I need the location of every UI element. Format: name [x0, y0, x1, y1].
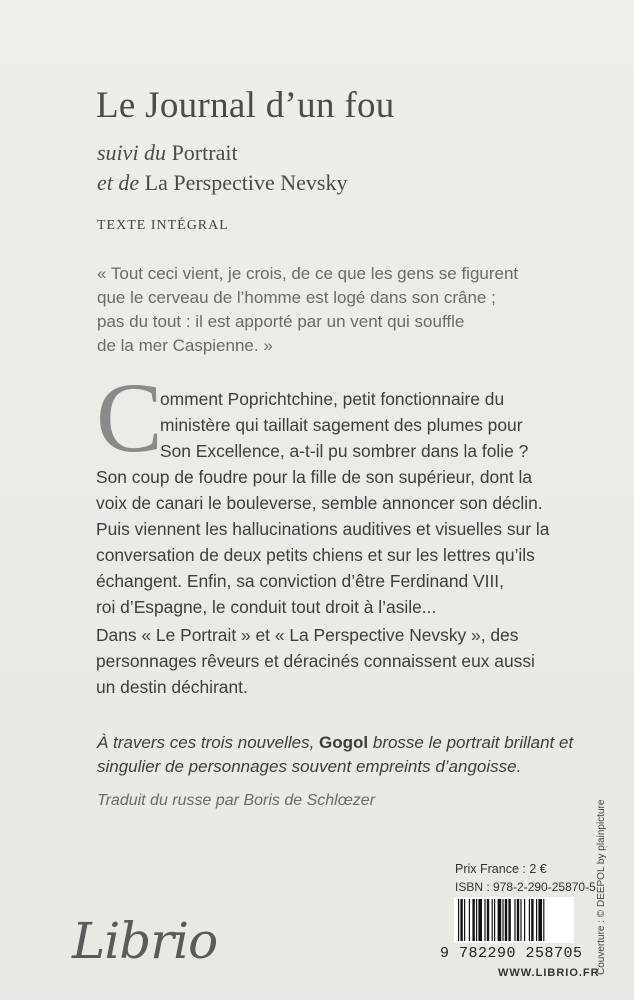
summary-before: À travers ces trois nouvelles, [97, 733, 320, 752]
book-title: Le Journal d’un fou [96, 85, 395, 126]
synopsis-line: roi d’Espagne, le conduit tout droit à l’asile... [96, 597, 437, 617]
drop-cap: C [96, 362, 163, 473]
synopsis-line: Puis viennent les hallucinations auditives et visuelles sur la [96, 519, 550, 539]
paragraph2-line: Dans « Le Portrait » et « La Perspective Nevsky », des [96, 625, 519, 645]
quote-line: que le cerveau de l’homme est logé dans son crâne ; [97, 288, 496, 307]
second-paragraph [96, 622, 576, 700]
paragraph2-line: un destin déchirant. [96, 677, 248, 697]
synopsis-line: conversation de deux petits chiens et sur les lettres qu’ils [96, 545, 535, 565]
translator-credit: Traduit du russe par Boris de Schlœzer [97, 792, 376, 809]
summary-line-1 [97, 731, 577, 755]
isbn-label: ISBN : 978-2-290-25870-5 [455, 880, 596, 894]
subtitle-2-prefix: et de [97, 170, 140, 195]
subtitle-line-2 [97, 170, 347, 196]
quote-line: « Tout ceci vient, je crois, de ce que les gens se figurent [97, 264, 519, 283]
synopsis-line: ministère qui taillait sagement des plumes pour [160, 415, 523, 435]
synopsis-line: voix de canari le bouleverse, semble annoncer son déclin. [96, 493, 543, 513]
summary-paragraph [97, 731, 577, 779]
price-label: Prix France : 2 € [455, 862, 547, 876]
summary-line-2: singulier de personnages souvent empreints d’angoisse. [97, 757, 522, 776]
cover-credit: Couverture : © DEEPOL by plainpicture [596, 799, 607, 975]
synopsis-line: échangent. Enfin, sa conviction d’être Ferdinand VIII, [96, 571, 504, 591]
barcode [454, 897, 574, 943]
summary-after: brosse le portrait brillant et [368, 733, 574, 752]
edition-label: TEXTE INTÉGRAL [97, 218, 229, 233]
epigraph-quote [97, 262, 567, 358]
website-url: WWW.LIBRIO.FR [498, 967, 600, 979]
subtitle-1-prefix: suivi du [97, 140, 167, 165]
synopsis-line: Son Excellence, a-t-il pu sombrer dans la folie ? [160, 441, 529, 461]
synopsis-line: Son coup de foudre pour la fille de son supérieur, dont la [96, 467, 533, 487]
synopsis-line: omment Poprichtchine, petit fonctionnaire du [160, 389, 505, 409]
publisher-logo: Librio [72, 912, 218, 970]
quote-line: de la mer Caspienne. » [97, 336, 273, 355]
paragraph2-line: personnages rêveurs et déracinés connaissent eux aussi [96, 651, 535, 671]
quote-line: pas du tout : il est apporté par un vent qui souffle [97, 312, 465, 331]
synopsis-paragraph [96, 386, 576, 620]
barcode-bars [454, 897, 574, 943]
ean-number: 9 782290 258705 [440, 945, 583, 962]
subtitle-1-rest: Portrait [171, 140, 238, 165]
subtitle-line-1 [97, 140, 238, 166]
subtitle-2-rest: La Perspective Nevsky [144, 170, 348, 195]
author-name: Gogol [319, 733, 369, 752]
